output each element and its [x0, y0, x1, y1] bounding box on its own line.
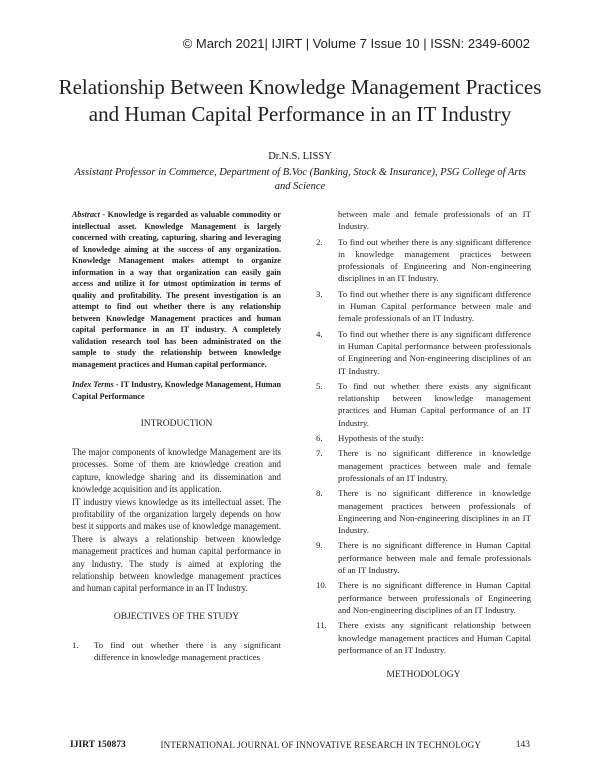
list-item-number: 4.: [316, 328, 323, 339]
list-item-number: 3.: [316, 288, 323, 299]
list-item-number: 6.: [316, 433, 323, 444]
list-item-text: There is no significant difference in Human Capital performance between professionals of Engineering and Non-engineering disciplines of an IT Industry.: [338, 580, 531, 615]
list-item: [316, 619, 531, 656]
abstract: [72, 209, 281, 370]
author-name: Dr.N.S. LISSY: [268, 151, 332, 162]
left-column: [72, 209, 281, 666]
abstract-text: - Knowledge is regarded as valuable commodity or intellectual asset. Knowledge Management is largely concerned with creating, capturing, sharing and leveraging of knowledge aiming at the success of any organization. Knowledge Management makes attempt to organize information in a way that organization can easily gain access and utilize it for utmost optimization in terms of quality and profitability. The present investigation is an attempt to find out whether there is any relationship between Knowledge Management practices and human capital performance in an IT industry. A completely validation research tool has been administrated on the sample to study the relationship between knowledge management practices and Human capital performance.: [72, 210, 281, 369]
list-item: [316, 447, 531, 484]
footer-journal-name: INTERNATIONAL JOURNAL OF INNOVATIVE RESEARCH IN TECHNOLOGY: [160, 740, 482, 750]
introduction-paragraph-1: The major components of knowledge Management are its processes. Some of them are knowledge creation and capture, knowledge sharing and its dissemination and knowledge acquisition and its application.: [72, 447, 281, 495]
list-item-text: To find out whether there is any significant difference in Human Capital performance between professionals of Engineering and Non-engineering disciplines of an IT Industry.: [338, 328, 531, 376]
objective-item: [72, 639, 281, 664]
objectives-list: [316, 236, 531, 657]
list-item: [316, 288, 531, 325]
list-item: [316, 236, 531, 285]
objectives-heading: OBJECTIVES OF THE STUDY: [113, 611, 240, 622]
list-item-text: There is no significant difference in knowledge management practices between professionals of Engineering and Non-engineering disciplines in an IT Industry.: [338, 488, 531, 536]
list-item: [316, 579, 531, 616]
page-footer: [70, 740, 530, 750]
index-terms-lead: Index Terms: [72, 380, 114, 389]
footer-paper-id: IJIRT 150873: [70, 740, 126, 750]
list-item: [316, 328, 531, 377]
right-column: [316, 208, 531, 682]
list-item-number: 9.: [316, 540, 323, 551]
list-item-number: 10.: [316, 580, 327, 591]
list-item-text: To find out whether there is any significant difference in Human Capital performance between male and female professionals of an IT Industry.: [338, 288, 531, 324]
list-item-text: There is no significant difference in knowledge management practices between male and female professionals of an IT Industry.: [338, 448, 531, 483]
list-item-number: 7.: [316, 448, 323, 459]
list-item-number: 8.: [316, 488, 323, 499]
index-terms-text: - IT Industry, Knowledge Management, Human Capital Performance: [72, 380, 281, 401]
introduction-heading: INTRODUCTION: [140, 419, 213, 429]
list-item-text: To find out whether there is any significant difference in knowledge management practices between professionals of Engineering and Non-engineering disciplines in an IT Industry.: [338, 236, 531, 284]
index-terms: [72, 379, 281, 402]
journal-citation-header: © March 2021| IJIRT | Volume 7 Issue 10 | ISSN: 2349-6002: [182, 36, 530, 51]
list-item-number: 2.: [316, 236, 323, 247]
footer-page-number: 143: [515, 740, 530, 750]
introduction-paragraph-2: IT industry views knowledge as its intellectual asset. The profitability of the organization largely depends on how best it supports and makes use of knowledge management. There is always a relationship between knowledge management practices and human capital performance in any Industry. The study is aimed at exploring the relationship between knowledge management practices and human capital performance in an IT Industry.: [72, 496, 281, 594]
objective-number: 1.: [72, 639, 79, 650]
list-item-text: Hypothesis of the study:: [338, 433, 424, 444]
objective-item-continuation: between male and female professionals of an IT Industry.: [338, 209, 531, 232]
paper-title: [40, 74, 560, 128]
objective-text: To find out whether there is any significant difference in knowledge management practices: [94, 639, 281, 663]
list-item-text: To find out whether there exists any significant relationship between knowledge management practices and Human Capital performance of an IT Industry.: [338, 380, 531, 428]
paper-title-line-2: and Human Capital Performance in an IT Industry: [88, 102, 512, 126]
methodology-heading: METHODOLOGY: [386, 670, 461, 681]
list-item: [316, 487, 531, 536]
list-item-text: There exists any significant relationship between knowledge management practices and Human Capital performance of an IT Industry.: [338, 620, 531, 655]
author-affiliation: Assistant Professor in Commerce, Department of B.Voc (Banking, Stock & Insurance), PSG College of Arts and Science: [74, 167, 526, 192]
abstract-lead: Abstract: [72, 210, 100, 219]
list-item-text: There is no significant difference in Human Capital performance between male and female professionals of an IT Industry.: [338, 540, 531, 576]
list-item: [316, 432, 531, 444]
list-item: [316, 539, 531, 576]
list-item-number: 11.: [316, 620, 327, 631]
list-item-number: 5.: [316, 380, 323, 391]
paper-title-line-1: Relationship Between Knowledge Management Practices: [58, 75, 542, 99]
list-item: [316, 380, 531, 429]
